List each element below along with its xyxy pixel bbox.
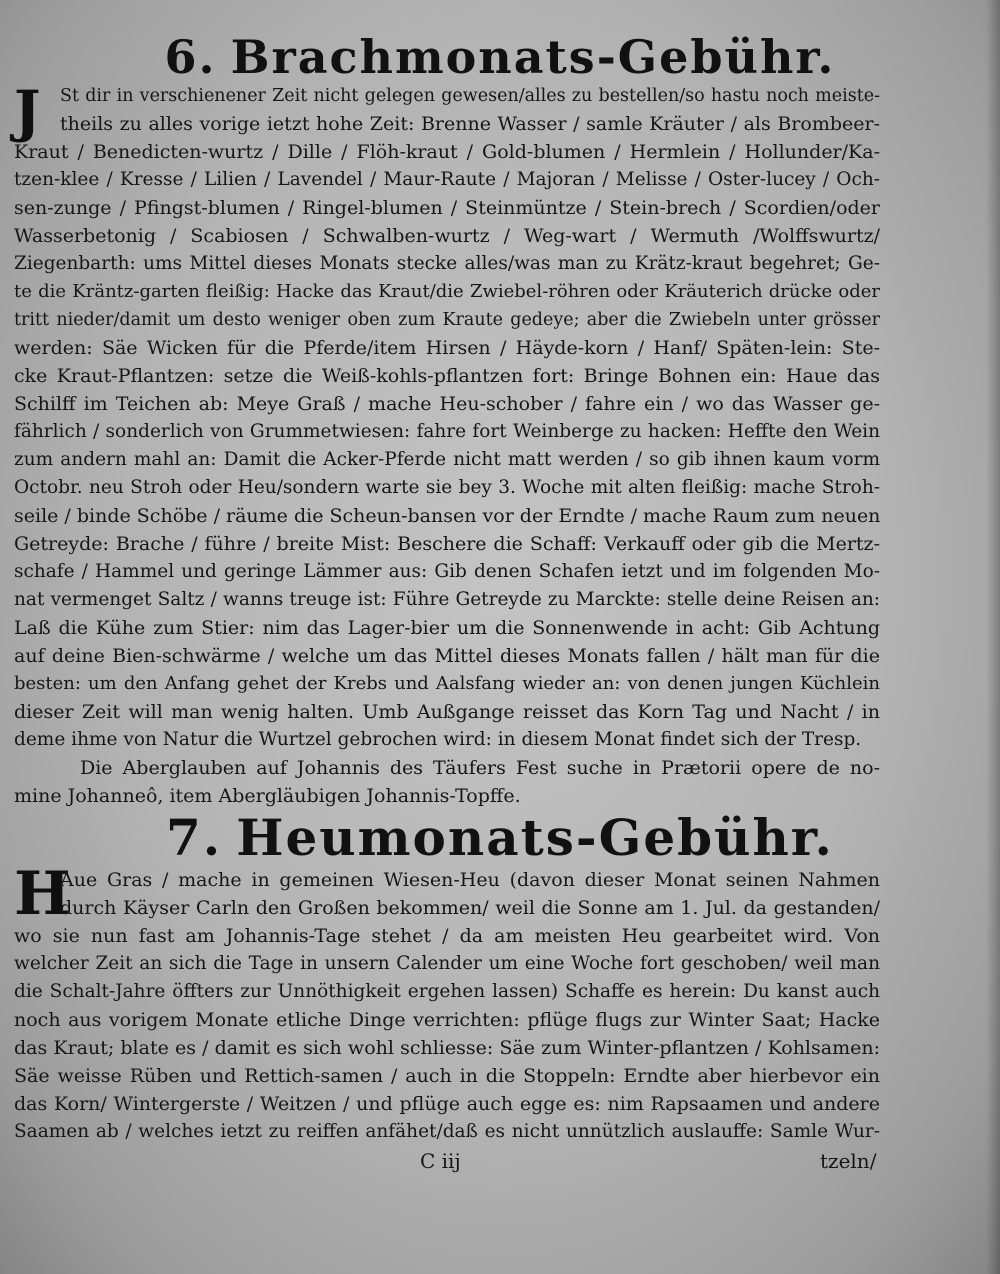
text-line: te die Kräntz-garten fleißig: Hacke das Kraut/die Zwiebel-röhren oder Kräuterich drücke oder: [14, 281, 880, 302]
text-line: werden: Säe Wicken für die Pferde/item Hirsen / Häyde-korn / Hanf/ Späten-lein: Ste-: [14, 337, 880, 359]
section-title-text: Heumonats-Gebühr.: [236, 808, 834, 867]
text-line: Kraut / Benedicten-wurtz / Dille / Flöh-kraut / Gold-blumen / Hermlein / Hollunder/Ka-: [14, 141, 880, 163]
text-line: cke Kraut-Pflantzen: setze die Weiß-kohls-pflantzen fort: Bringe Bohnen ein: Haue das: [14, 365, 880, 387]
section-number: 7.: [166, 808, 223, 867]
text-line: Octobr. neu Stroh oder Heu/sondern warte sie bey 3. Woche mit alten fleißig: mache Stroh-: [14, 477, 880, 498]
catchword: tzeln/: [820, 1149, 877, 1173]
text-line: Ziegenbarth: ums Mittel dieses Monats stecke alles/was man zu Krätz-kraut begehret; Ge-: [14, 253, 880, 274]
text-line: theils zu alles vorige ietzt hohe Zeit: Brenne Wasser / samle Kräuter / als Brombeer-: [60, 113, 880, 135]
text-line: das Korn/ Wintergerste / Weitzen / und pflüge auch egge es: nim Rapsaamen und andere: [14, 1093, 880, 1115]
text-line: mine Johanneô, item Abergläubigen Johannis-Topffe.: [14, 785, 521, 807]
page-edge-shadow: [986, 0, 1000, 1274]
section-number: 6.: [164, 30, 217, 84]
text-line: das Kraut; blate es / damit es sich wohl schliesse: Säe zum Winter-pflantzen / Kohlsamen:: [14, 1037, 880, 1059]
text-line: besten: um den Anfang gehet der Krebs und Aalsfang wieder an: von denen jungen Küchlein: [14, 673, 880, 694]
text-line: tritt nieder/damit um desto weniger oben zum Kraute gedeye; aber die Zwiebeln unter grösser: [14, 310, 880, 330]
text-line: Getreyde: Brache / führe / breite Mist: Beschere die Schaff: Verkauff oder gib die Mertz-: [14, 533, 880, 555]
text-line: noch aus vorigem Monate etliche Dinge verrichten: pflüge flugs zur Winter Saat; Hacke: [14, 1009, 880, 1031]
text-line: tzen-klee / Kresse / Lilien / Lavendel / Maur-Raute / Majoran / Melisse / Oster-lucey / Och-: [14, 169, 880, 190]
text-line: schafe / Hammel und geringe Lämmer aus: Gib denen Schafen ietzt und im folgenden Mo-: [14, 561, 880, 582]
text-line: Aue Gras / mache in gemeinen Wiesen-Heu (davon dieser Monat seinen Nahmen: [60, 869, 880, 891]
text-line: Die Aberglauben auf Johannis des Täufers Fest suche in Prætorii opere de no-: [80, 757, 880, 779]
drop-cap-letter: J: [14, 79, 41, 145]
text-line: nat vermenget Saltz / wanns treuge ist: Führe Getreyde zu Marckte: stelle deine Reisen an:: [14, 589, 880, 610]
text-line: durch Käyser Carln den Großen bekommen/ weil die Sonne am 1. Jul. da gestanden/: [60, 897, 880, 919]
text-line: welcher Zeit an sich die Tage in unsern Calender um eine Woche fort geschoben/ weil man: [14, 953, 880, 974]
text-line: Laß die Kühe zum Stier: nim das Lager-bier um die Sonnenwende in acht: Gib Achtung: [14, 617, 880, 639]
text-line: zum andern mahl an: Damit die Acker-Pferde nicht matt werden / so gib ihnen kaum vorm: [14, 449, 880, 470]
text-line: wo sie nun fast am Johannis-Tage stehet / da am meisten Heu gearbeitet wird. Von: [14, 925, 880, 947]
text-line: Wasserbetonig / Scabiosen / Schwalben-wurtz / Weg-wart / Wermuth /Wolffswurtz/: [14, 225, 880, 247]
text-line: fährlich / sonderlich von Grummetwiesen: fahre fort Weinberge zu hacken: Heffte den Wein: [14, 421, 880, 442]
text-line: sen-zunge / Pfingst-blumen / Ringel-blumen / Steinmüntze / Stein-brech / Scordien/oder: [14, 197, 880, 219]
text-line: Saamen ab / welches ietzt zu reiffen anfähet/daß es nicht unnützlich auslauffe: Samle Wur-: [14, 1121, 880, 1142]
text-line: deme ihme von Natur die Wurtzel gebrochen wird: in diesem Monat findet sich der Tresp.: [14, 729, 862, 750]
signature-mark: C iij: [420, 1149, 461, 1173]
drop-cap-letter: H: [14, 859, 71, 929]
text-line: seile / binde Schöbe / räume die Scheun-bansen vor der Erndte / mache Raum zum neuen: [14, 505, 880, 527]
text-line: Säe weisse Rüben und Rettich-samen / auch in die Stoppeln: Erndte aber hierbevor ein: [14, 1065, 880, 1087]
section-title-heumonat: [0, 808, 1000, 867]
text-line: auf deine Bien-schwärme / welche um das Mittel dieses Monats fallen / hält man für die: [14, 645, 880, 667]
text-line: St dir in verschienener Zeit nicht gelegen gewesen/alles zu bestellen/so hastu noch meiste-: [60, 86, 880, 106]
text-line: die Schalt-Jahre öffters zur Unnöthigkeit ergehen lassen) Schaffe es herein: Du kanst auch: [14, 981, 880, 1002]
text-line: Schilff im Teichen ab: Meye Graß / mache Heu-schober / fahre ein / wo das Wasser ge-: [14, 393, 880, 415]
section-title-brachmonat: [0, 30, 1000, 84]
section-title-text: Brachmonats-Gebühr.: [230, 30, 836, 84]
text-line: dieser Zeit will man wenig halten. Umb Außgange reisset das Korn Tag und Nacht / in: [14, 701, 880, 723]
